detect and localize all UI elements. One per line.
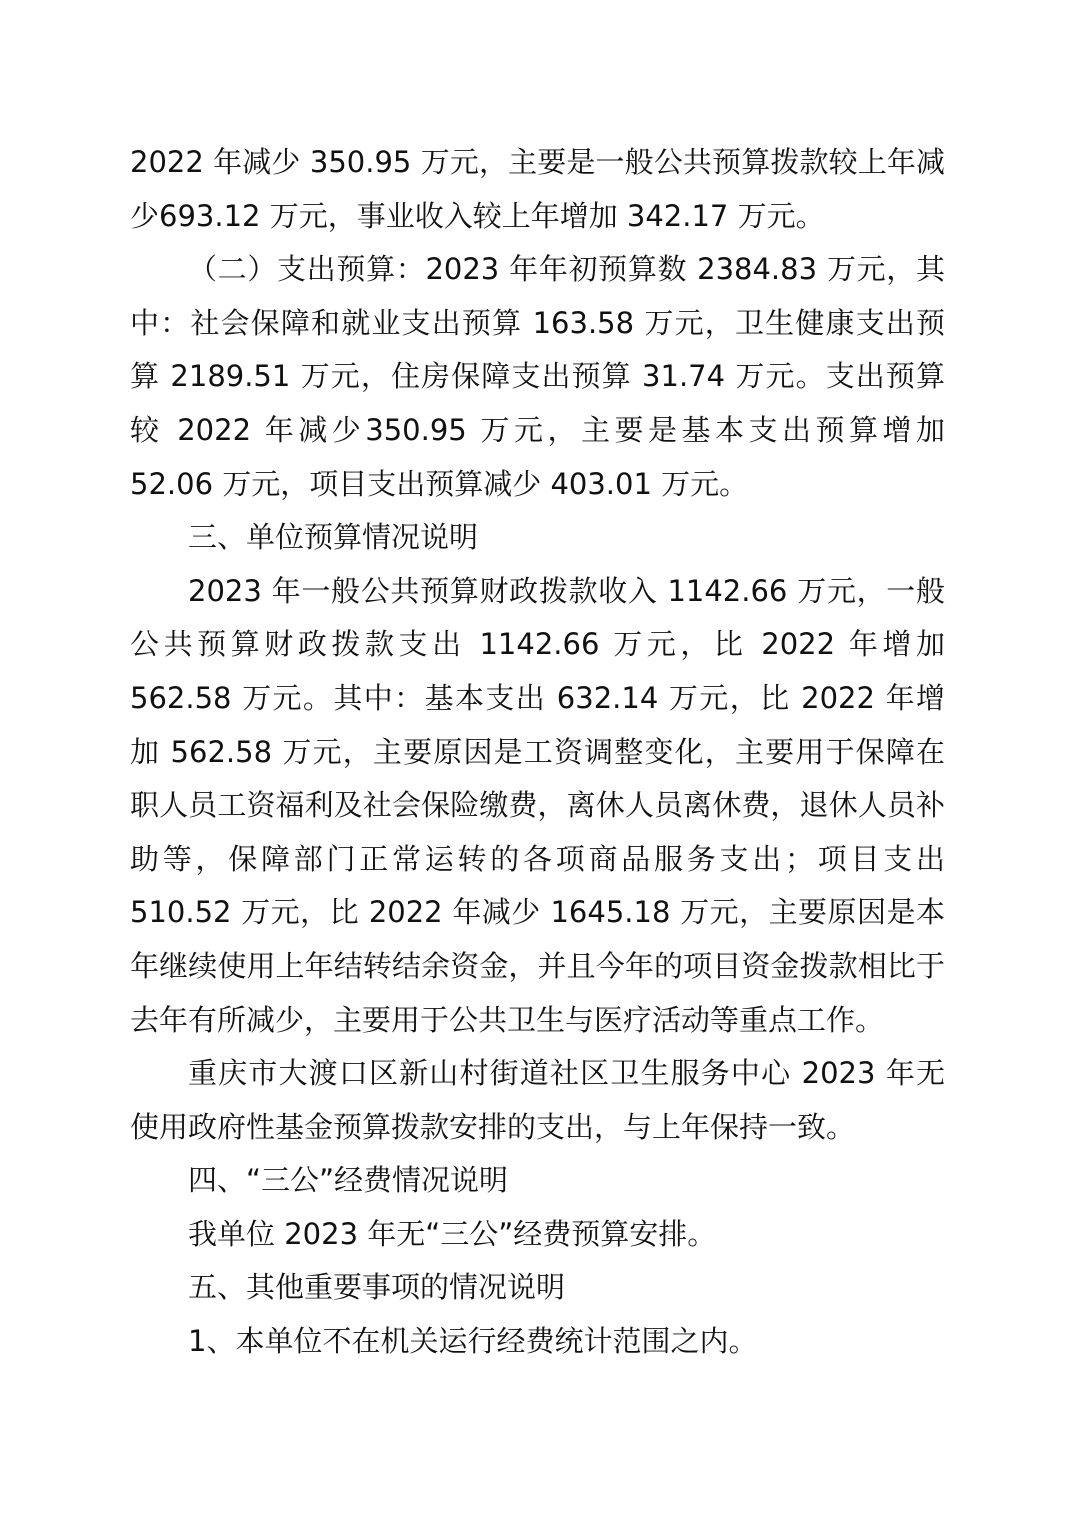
document-page xyxy=(130,136,945,1369)
paragraph-income-decrease: 2022 年减少 350.95 万元，主要是一般公共预算拨款较上年减少693.12 万元，事业收入较上年增加 342.17 万元。 xyxy=(130,145,945,233)
paragraph-government-fund: 重庆市大渡口区新山村街道社区卫生服务中心 2023 年无使用政府性基金预算拨款安排的支出，与上年保持一致。 xyxy=(130,1056,945,1144)
section-heading-three-public: 四、“三公”经费情况说明 xyxy=(188,1163,509,1198)
section-heading-unit-budget: 三、单位预算情况说明 xyxy=(188,520,479,555)
section-heading-other-matters: 五、其他重要事项的情况说明 xyxy=(188,1270,566,1305)
paragraph-fiscal-allocation: 2023 年一般公共预算财政拨款收入 1142.66 万元，一般公共预算财政拨款支出 1142.66 万元，比 2022 年增加 562.58 万元。其中：基本支出 632.14 万元，比 2022 年增加 562.58 万元，主要原因是工资调整变化，主要用于保障在职人员工资福利及社会保险缴费，离休人员离休费，退休人员补助等，保障部门正常运转的各项商品服务支出；项目支出 510.52 万元，比 2022 年减少 1645.18 万元，主要原因是本年继续使用上年结转结余资金，并且今年的项目资金拨款相比于去年有所减少，主要用于公共卫生与医疗活动等重点工作。 xyxy=(130,573,945,1037)
paragraph-three-public: 我单位 2023 年无“三公”经费预算安排。 xyxy=(188,1216,717,1251)
paragraph-expenditure-budget: （二）支出预算：2023 年年初预算数 2384.83 万元，其中：社会保障和就业支出预算 163.58 万元，卫生健康支出预算 2189.51 万元，住房保障支出预算 31.74 万元。支出预算较 2022 年减少350.95 万元，主要是基本支出预算增加 52.06 万元，项目支出预算减少 403.01 万元。 xyxy=(130,252,945,501)
paragraph-item-1: 1、本单位不在机关运行经费统计范围之内。 xyxy=(188,1324,758,1359)
